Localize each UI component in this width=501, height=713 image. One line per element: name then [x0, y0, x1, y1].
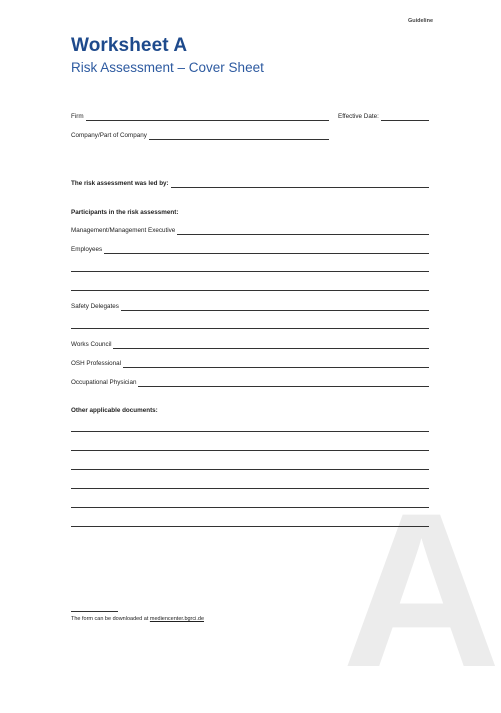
company-part-field[interactable]	[71, 132, 329, 140]
employees-extra-line[interactable]	[71, 271, 429, 272]
other-documents-line[interactable]	[71, 469, 429, 470]
firm-field[interactable]	[71, 113, 329, 121]
other-documents-line[interactable]	[71, 431, 429, 432]
footnote	[71, 616, 204, 622]
works-council-field[interactable]	[71, 341, 429, 349]
watermark-letter: A	[342, 467, 501, 713]
effective-date-field[interactable]	[338, 113, 429, 121]
page-subtitle: Risk Assessment – Cover Sheet	[71, 60, 264, 75]
other-documents-heading: Other applicable documents:	[71, 407, 158, 414]
footnote-text: The form can be downloaded at	[71, 616, 150, 622]
employees-line[interactable]	[104, 247, 429, 254]
safety-delegates-line[interactable]	[121, 304, 429, 311]
other-documents-line[interactable]	[71, 450, 429, 451]
company-part-line[interactable]	[149, 133, 329, 140]
management-line[interactable]	[177, 228, 429, 235]
guideline-label: Guideline	[407, 18, 433, 24]
occupational-physician-label: Occupational Physician	[71, 379, 137, 386]
osh-professional-line[interactable]	[123, 361, 429, 368]
osh-professional-label: OSH Professional	[71, 360, 122, 367]
company-part-label: Company/Part of Company	[71, 132, 147, 139]
employees-label: Employees	[71, 246, 103, 253]
other-documents-line[interactable]	[71, 507, 429, 508]
effective-date-line[interactable]	[381, 114, 429, 121]
page-title: Worksheet A	[71, 35, 188, 56]
occupational-physician-field[interactable]	[71, 379, 429, 387]
works-council-label: Works Council	[71, 341, 112, 348]
led-by-line[interactable]	[171, 181, 429, 188]
firm-label: Firm	[71, 113, 84, 120]
safety-delegates-extra-line[interactable]	[71, 328, 429, 329]
footnote-rule	[71, 611, 118, 612]
other-documents-line[interactable]	[71, 526, 429, 527]
firm-line[interactable]	[86, 114, 329, 121]
participants-heading: Participants in the risk assessment:	[71, 209, 179, 216]
safety-delegates-field[interactable]	[71, 303, 429, 311]
works-council-line[interactable]	[113, 342, 429, 349]
management-field[interactable]	[71, 227, 429, 235]
employees-extra-line[interactable]	[71, 290, 429, 291]
led-by-field[interactable]	[71, 180, 429, 188]
effective-date-label: Effective Date:	[338, 113, 379, 120]
other-documents-line[interactable]	[71, 488, 429, 489]
download-link[interactable]: mediencenter.bgrci.de	[149, 616, 205, 622]
occupational-physician-line[interactable]	[138, 380, 429, 387]
osh-professional-field[interactable]	[71, 360, 429, 368]
safety-delegates-label: Safety Delegates	[71, 303, 119, 310]
management-label: Management/Management Executive	[71, 227, 176, 234]
led-by-label: The risk assessment was led by:	[71, 180, 169, 187]
employees-field[interactable]	[71, 246, 429, 254]
